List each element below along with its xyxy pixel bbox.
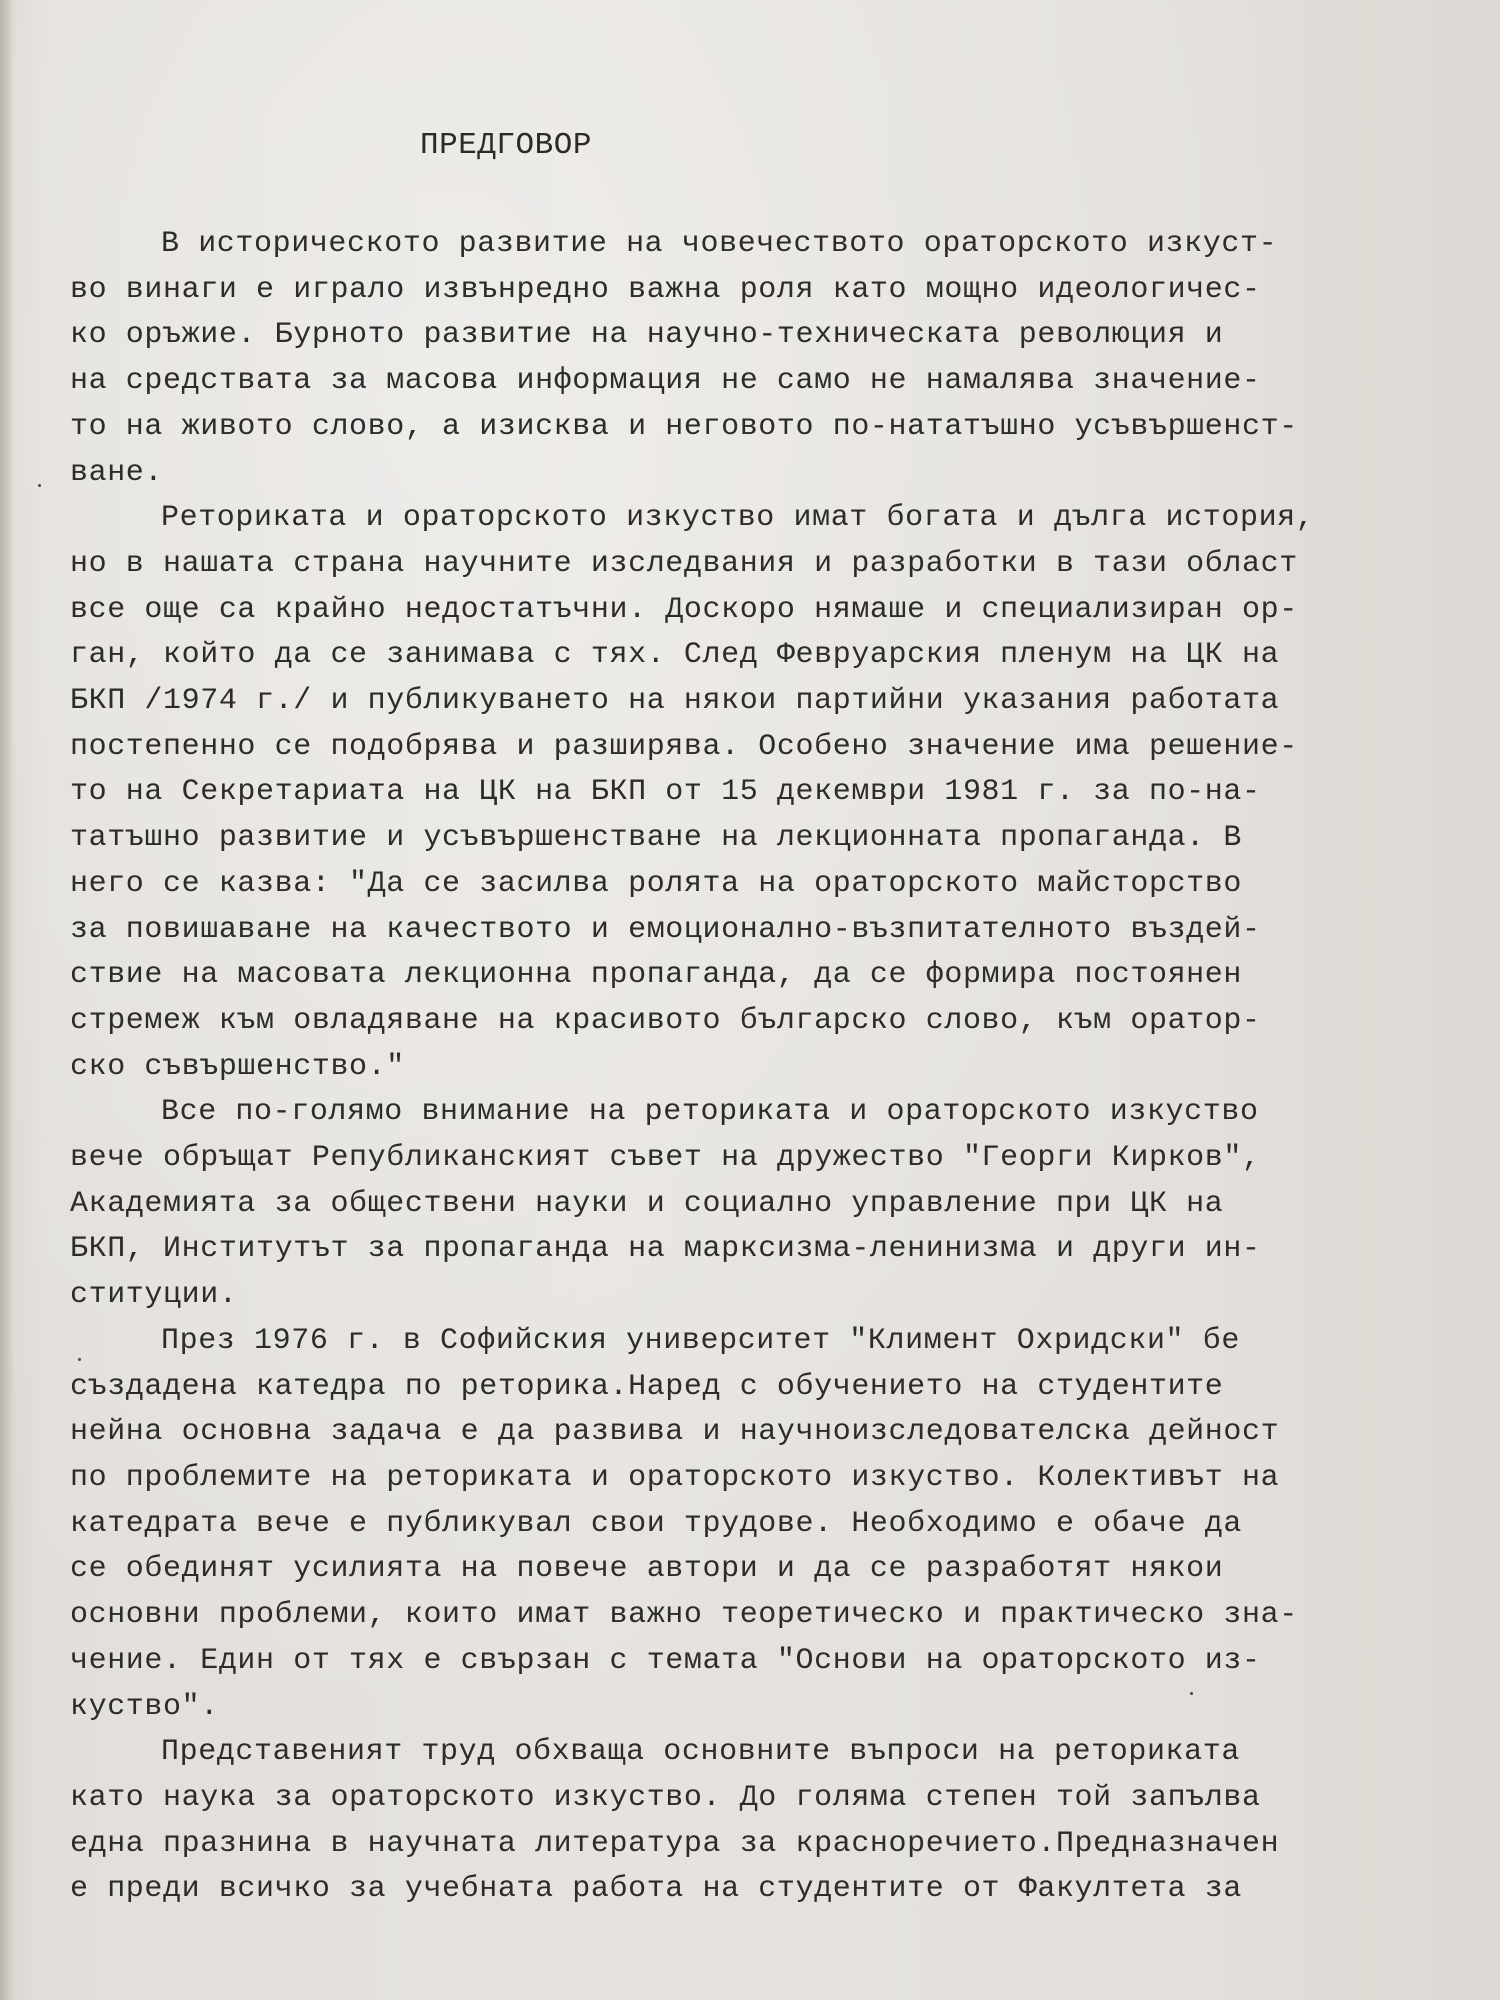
text-line: нейна основна задача е да развива и научноизследователска дейност [70, 1415, 1280, 1450]
text-line: татъшно развитие и усъвършенстване на лекционната пропаганда. В [70, 821, 1242, 856]
ink-speck [78, 1358, 81, 1361]
text-line: Академията за обществени науки и социално управление при ЦК на [70, 1186, 1224, 1221]
text-line: През 1976 г. в Софийския университет "Климент Охридски" бе [161, 1323, 1240, 1358]
document-body [70, 222, 1360, 1913]
text-line: основни проблеми, които имат важно теоретическо и практическо зна- [70, 1598, 1298, 1633]
text-line: на средствата за масова информация не само не намалява значение- [70, 364, 1261, 399]
page-edge-shadow [0, 0, 14, 2000]
text-line: ституции. [70, 1278, 238, 1313]
text-line: БКП, Институтът за пропаганда на марксизма-ленинизма и други ин- [70, 1232, 1261, 1267]
text-line: но в нашата страна научните изследвания и разработки в тази област [70, 546, 1298, 581]
text-line: все още са крайно недостатъчни. Доскоро нямаше и специализиран ор- [70, 592, 1298, 627]
text-line: Все по-голямо внимание на реториката и ораторското изкуство [161, 1095, 1259, 1130]
text-line: като наука за ораторското изкуство. До голяма степен той запълва [70, 1780, 1261, 1815]
text-line: постепенно се подобрява и разширява. Особено значение има решение- [70, 729, 1298, 764]
text-line: то на Секретариата на ЦК на БКП от 15 декември 1981 г. за по-на- [70, 775, 1261, 810]
text-line: за повишаване на качеството и емоционално-възпитателното въздей- [70, 912, 1261, 947]
text-line: ствие на масовата лекционна пропаганда, да се формира постоянен [70, 958, 1242, 993]
text-line: ган, който да се занимава с тях. След Февруарския пленум на ЦК на [70, 638, 1280, 673]
text-line: е преди всичко за учебната работа на студентите от Факултета за [70, 1872, 1242, 1907]
text-line: се обединят усилията на повече автори и да се разработят някои [70, 1552, 1224, 1587]
text-line: Реториката и ораторското изкуство имат богата и дълга история, [161, 501, 1315, 536]
text-line: ко оръжие. Бурното развитие на научно-техническата революция и [70, 318, 1224, 353]
text-line: В историческото развитие на човечеството ораторското изкуст- [161, 227, 1278, 261]
text-line: стремеж към овладяване на красивото българско слово, към оратор- [70, 1003, 1261, 1038]
text-line: него се казва: "Да се засилва ролята на ораторското майсторство [70, 866, 1242, 901]
ink-speck [38, 484, 41, 487]
text-line: ване. [70, 455, 164, 490]
text-line: БКП /1974 г./ и публикуването на някои партийни указания работата [70, 684, 1280, 719]
text-line: Представеният труд обхваща основните въпроси на реториката [161, 1735, 1240, 1770]
ink-speck [1190, 1692, 1193, 1695]
text-line: катедрата вече е публикувал свои трудове. Необходимо е обаче да [70, 1506, 1242, 1541]
text-line: куство". [70, 1689, 219, 1724]
page-title: ПРЕДГОВОР [420, 128, 592, 163]
text-line: вече обръщат Републиканският съвет на дружество "Георги Кирков", [70, 1141, 1261, 1176]
text-line: създадена катедра по реторика.Наред с обучението на студентите [70, 1369, 1224, 1404]
text-line: то на живото слово, а изисква и неговото по-нататъшно усъвършенст- [70, 409, 1298, 444]
text-line: ско съвършенство." [70, 1049, 405, 1084]
text-line: по проблемите на реториката и ораторското изкуство. Колективът на [70, 1460, 1280, 1495]
text-line: во винаги е играло извънредно важна роля като мощно идеологичес- [70, 272, 1261, 307]
text-line: една празнина в научната литература за красноречието.Предназначен [70, 1826, 1280, 1861]
text-line: чение. Един от тях е свързан с темата "Основи на ораторското из- [70, 1643, 1261, 1678]
